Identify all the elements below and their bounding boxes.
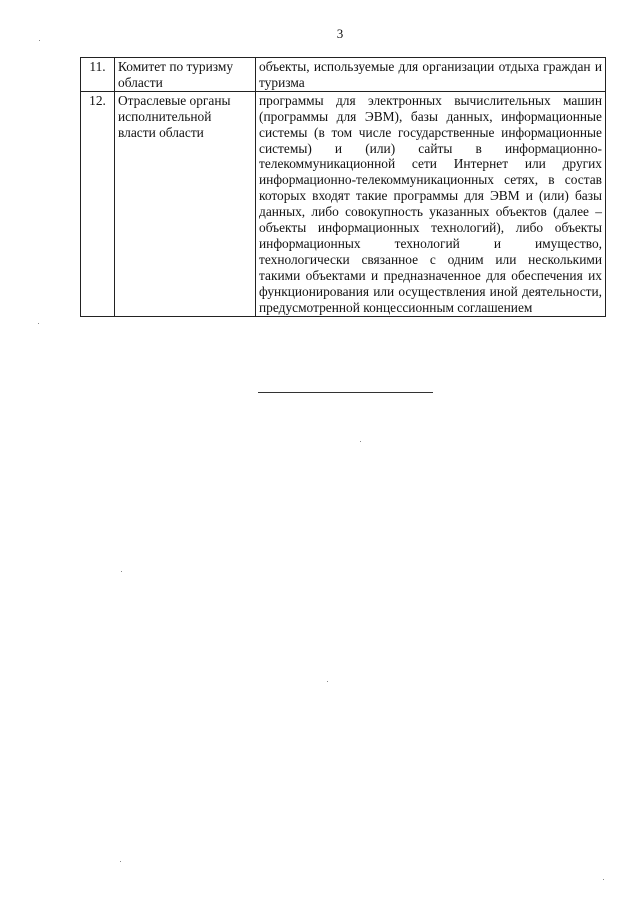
objects-cell: программы для электронных вычислительных машин (программы для ЭВМ), базы данных, информационные системы (в том числе государственные информационные системы) и (или) сайты в информационно-телекоммуникационной сети Интернет или других информационно-телекоммуникационных сетях, в состав которых входят такие программы для ЭВМ и (или) базы данных, либо совокупность указанных объектов (далее – объекты информационных технологий), либо объекты информационных технологий и имущество, технологически связанное с одним или несколькими такими объектами и предназначенное для обеспечения их функционирования или осуществления иной деятельности, предусмотренной концессионным соглашением bbox=[256, 91, 606, 316]
table-row bbox=[81, 91, 606, 316]
scan-speck bbox=[327, 681, 328, 682]
page-number: 3 bbox=[336, 26, 344, 41]
scan-speck bbox=[38, 323, 39, 324]
scan-speck bbox=[603, 879, 604, 880]
row-number: 11. bbox=[81, 58, 115, 92]
table-row bbox=[81, 58, 606, 92]
objects-cell: объекты, используемые для организации отдыха граждан и туризма bbox=[256, 58, 606, 92]
row-number: 12. bbox=[81, 91, 115, 316]
organization-cell: Отраслевые органы исполнительной власти области bbox=[115, 91, 256, 316]
scan-speck bbox=[360, 441, 361, 442]
objects-table bbox=[80, 57, 606, 317]
scan-speck bbox=[39, 40, 40, 41]
scan-speck bbox=[121, 571, 122, 572]
scan-speck bbox=[120, 861, 121, 862]
organization-cell: Комитет по туризму области bbox=[115, 58, 256, 92]
end-separator-line bbox=[258, 392, 433, 393]
